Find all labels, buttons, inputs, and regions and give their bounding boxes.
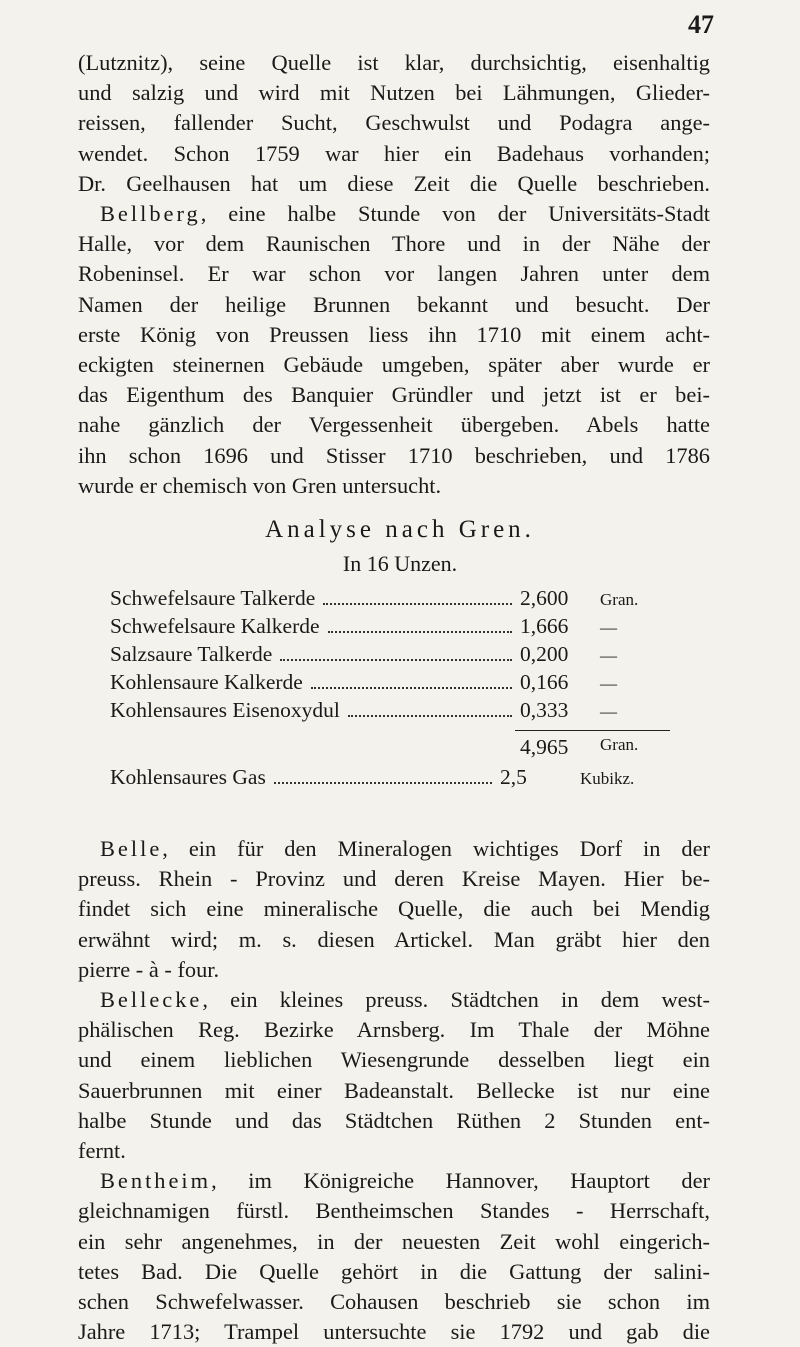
- leader-dots: [274, 772, 492, 784]
- text-line: und einem lieblichen Wiesengrunde desselben liegt ein: [78, 1047, 710, 1073]
- sum-value: 4,965: [520, 735, 569, 759]
- text-line: und salzig und wird mit Nutzen bei Lähmungen, Glieder-: [78, 80, 710, 106]
- text-line: nahe gänzlich der Vergessenheit übergeben. Abels hatte: [78, 412, 710, 438]
- table-row: [110, 614, 670, 642]
- text-line: pierre - à - four.: [78, 956, 220, 982]
- substance-name: Kohlensaure Kalkerde: [110, 670, 303, 694]
- text-line: das Eigenthum des Banquier Gründler und jetzt ist er bei-: [78, 382, 710, 408]
- leader-dots: [311, 677, 512, 689]
- text-line: erwähnt wird; m. s. diesen Artickel. Man gräbt hier den: [78, 926, 710, 952]
- text-line: fernt.: [78, 1138, 126, 1164]
- analysis-title: Analyse nach Gren.: [265, 516, 535, 543]
- substance-value: 0,200: [520, 642, 569, 666]
- gas-row: [110, 765, 670, 793]
- entries-block: [78, 834, 710, 1347]
- text-line: wendet. Schon 1759 war hier ein Badehaus vorhanden;: [78, 140, 710, 166]
- text-line: (Lutznitz), seine Quelle ist klar, durchsichtig, eisenhaltig: [78, 50, 710, 75]
- entry-heading-belle: Belle: [100, 836, 163, 861]
- text-line: tetes Bad. Die Quelle gehört in die Gattung der salini-: [78, 1258, 710, 1284]
- table-row: [110, 642, 670, 670]
- text-line: eckigten steinernen Gebäude umgeben, später aber wurde er: [78, 352, 710, 378]
- text-fragment: , ein für den Mineralogen wichtiges Dorf in der: [162, 836, 710, 861]
- substance-unit: —: [600, 674, 617, 693]
- analysis-subtitle: In 16 Unzen.: [342, 551, 458, 576]
- substance-name: Kohlensaures Eisenoxydul: [110, 698, 340, 722]
- substance-value: 0,166: [520, 670, 569, 694]
- substance-unit: —: [600, 646, 617, 665]
- text-line: ihn schon 1696 und Stisser 1710 beschrieben, und 1786: [78, 442, 710, 468]
- substance-unit: —: [600, 702, 617, 721]
- sum-row: [110, 731, 670, 765]
- substance-name: Schwefelsaure Talkerde: [110, 586, 316, 610]
- text-line: ein sehr angenehmes, in der neuesten Zeit wohl eingerich-: [78, 1228, 710, 1254]
- text-fragment: , eine halbe Stunde von der Universitäts-Stadt: [200, 201, 710, 227]
- entry-heading-bentheim: Bentheim: [100, 1168, 212, 1194]
- text-line: Sauerbrunnen mit einer Badeanstalt. Bellecke ist nur eine: [78, 1077, 710, 1103]
- belle-entry-first-line: [78, 834, 710, 864]
- text-line: preuss. Rhein - Provinz und deren Kreise Mayen. Hier be-: [78, 866, 710, 892]
- page-number: 47: [688, 10, 714, 39]
- table-row: [110, 670, 670, 698]
- text-line: Halle, vor dem Raunischen Thore und in der Nähe der: [78, 231, 710, 257]
- gas-name: Kohlensaures Gas: [110, 765, 266, 789]
- entry-heading-bellecke: Bellecke: [100, 987, 203, 1013]
- substance-unit: —: [600, 618, 617, 637]
- intro-paragraph: [78, 48, 710, 501]
- text-line: phälischen Reg. Bezirke Arnsberg. Im Thale der Möhne: [78, 1017, 710, 1043]
- leader-dots: [280, 649, 512, 661]
- analysis-table: [110, 586, 670, 793]
- leader-dots: [328, 621, 512, 633]
- bellecke-entry-first-line: [78, 985, 710, 1015]
- text-line: Namen der heilige Brunnen bekannt und besucht. Der: [78, 291, 710, 317]
- text-line: wurde er chemisch von Gren untersucht.: [78, 472, 442, 498]
- table-row: [110, 586, 670, 614]
- gas-value: 2,5: [500, 765, 527, 789]
- text-line: schen Schwefelwasser. Cohausen beschrieb sie schon im: [78, 1289, 710, 1315]
- substance-value: 0,333: [520, 698, 569, 722]
- substance-value: 1,666: [520, 614, 569, 638]
- substance-name: Schwefelsaure Kalkerde: [110, 614, 320, 638]
- gas-unit: Kubikz.: [580, 769, 635, 788]
- table-row: [110, 698, 670, 726]
- text-line: gleichnamigen fürstl. Bentheimschen Standes - Herrschaft,: [78, 1198, 710, 1224]
- text-line: halbe Stunde und das Städtchen Rüthen 2 Stunden ent-: [78, 1107, 710, 1133]
- sum-unit: Gran.: [600, 735, 639, 754]
- text-line: Robeninsel. Er war schon vor langen Jahren unter dem: [78, 261, 710, 287]
- substance-name: Salzsaure Talkerde: [110, 642, 273, 666]
- substance-unit: Gran.: [600, 590, 639, 609]
- text-line: reissen, fallender Sucht, Geschwulst und Podagra ange-: [78, 110, 710, 136]
- bellberg-entry-first-line: [78, 199, 710, 229]
- text-fragment: , ein kleines preuss. Städtchen in dem west-: [202, 987, 710, 1013]
- leader-dots: [348, 705, 512, 717]
- text-line: erste König von Preussen liess ihn 1710 mit einem acht-: [78, 321, 710, 347]
- substance-value: 2,600: [520, 586, 569, 610]
- entry-heading-bellberg: Bellberg: [100, 201, 201, 227]
- text-line: Jahre 1713; Trampel untersuchte sie 1792 und gab die: [78, 1319, 710, 1345]
- bentheim-entry-first-line: [78, 1166, 710, 1196]
- leader-dots: [323, 593, 512, 605]
- text-fragment: , im Königreiche Hannover, Hauptort der: [211, 1168, 710, 1194]
- text-line: findet sich eine mineralische Quelle, die auch bei Mendig: [78, 896, 710, 922]
- text-line: Dr. Geelhausen hat um diese Zeit die Quelle beschrieben.: [78, 170, 710, 196]
